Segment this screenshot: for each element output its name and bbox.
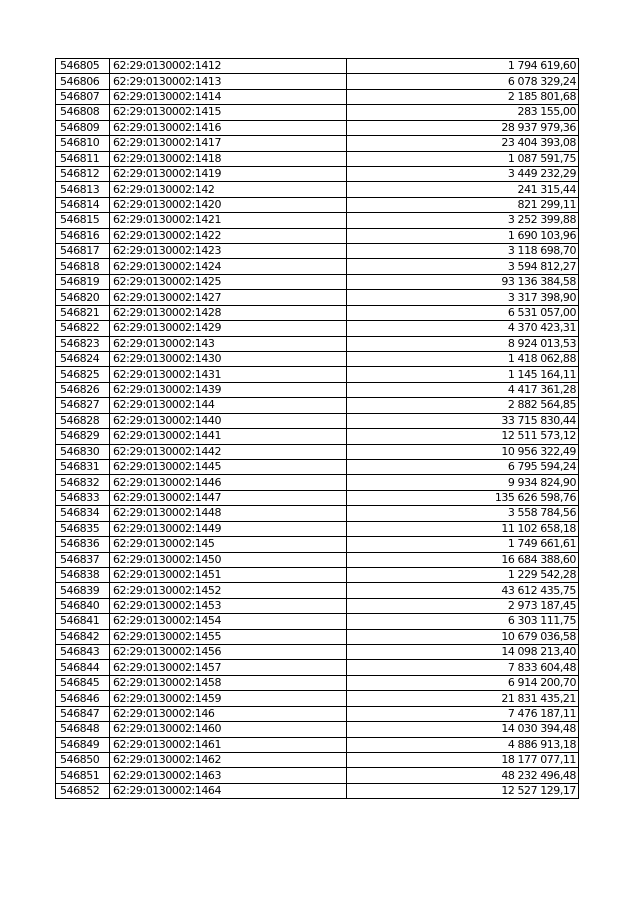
row-number-cell: 546832 (56, 475, 110, 490)
cadastral-number-cell: 62:29:0130002:1416 (110, 120, 347, 135)
cadastral-value-cell: 33 715 830,44 (347, 413, 579, 428)
cadastral-value-cell: 12 511 573,12 (347, 429, 579, 444)
table-row (56, 475, 579, 490)
cadastral-value-cell: 4 417 361,28 (347, 382, 579, 397)
cadastral-number-cell: 62:29:0130002:1421 (110, 213, 347, 228)
cadastral-value-cell: 241 315,44 (347, 182, 579, 197)
table-row (56, 675, 579, 690)
row-number-cell: 546852 (56, 783, 110, 798)
row-number-cell: 546809 (56, 120, 110, 135)
cadastral-number-cell: 62:29:0130002:1412 (110, 59, 347, 74)
cadastral-value-cell: 3 317 398,90 (347, 290, 579, 305)
row-number-cell: 546820 (56, 290, 110, 305)
row-number-cell: 546828 (56, 413, 110, 428)
cadastral-number-cell: 62:29:0130002:1415 (110, 105, 347, 120)
table-row (56, 398, 579, 413)
cadastral-number-cell: 62:29:0130002:146 (110, 706, 347, 721)
row-number-cell: 546846 (56, 691, 110, 706)
cadastral-number-cell: 62:29:0130002:1414 (110, 89, 347, 104)
cadastral-value-cell: 10 679 036,58 (347, 629, 579, 644)
cadastral-number-cell: 62:29:0130002:1462 (110, 752, 347, 767)
row-number-cell: 546812 (56, 166, 110, 181)
row-number-cell: 546841 (56, 614, 110, 629)
cadastral-value-cell: 1 418 062,88 (347, 352, 579, 367)
table-row (56, 228, 579, 243)
cadastral-number-cell: 62:29:0130002:1428 (110, 305, 347, 320)
cadastral-value-cell: 1 087 591,75 (347, 151, 579, 166)
table-row (56, 367, 579, 382)
table-row (56, 274, 579, 289)
cadastral-value-cell: 6 078 329,24 (347, 74, 579, 89)
cadastral-number-cell: 62:29:0130002:1448 (110, 506, 347, 521)
row-number-cell: 546813 (56, 182, 110, 197)
table-row (56, 737, 579, 752)
cadastral-value-cell: 16 684 388,60 (347, 552, 579, 567)
row-number-cell: 546850 (56, 752, 110, 767)
row-number-cell: 546810 (56, 136, 110, 151)
cadastral-value-cell: 3 594 812,27 (347, 259, 579, 274)
table-row (56, 614, 579, 629)
table-row (56, 660, 579, 675)
row-number-cell: 546848 (56, 722, 110, 737)
row-number-cell: 546844 (56, 660, 110, 675)
cadastral-number-cell: 62:29:0130002:1425 (110, 274, 347, 289)
row-number-cell: 546837 (56, 552, 110, 567)
row-number-cell: 546836 (56, 537, 110, 552)
table-row (56, 459, 579, 474)
cadastral-number-cell: 62:29:0130002:144 (110, 398, 347, 413)
table-row (56, 413, 579, 428)
table-row (56, 567, 579, 582)
cadastral-value-cell: 4 370 423,31 (347, 321, 579, 336)
cadastral-number-cell: 62:29:0130002:1460 (110, 722, 347, 737)
row-number-cell: 546823 (56, 336, 110, 351)
row-number-cell: 546847 (56, 706, 110, 721)
cadastral-value-cell: 48 232 496,48 (347, 768, 579, 783)
cadastral-value-cell: 1 229 542,28 (347, 567, 579, 582)
cadastral-number-cell: 62:29:0130002:1447 (110, 490, 347, 505)
table-row (56, 506, 579, 521)
cadastral-number-cell: 62:29:0130002:1423 (110, 244, 347, 259)
table-row (56, 213, 579, 228)
table-row (56, 290, 579, 305)
cadastral-value-cell: 6 914 200,70 (347, 675, 579, 690)
cadastral-number-cell: 62:29:0130002:145 (110, 537, 347, 552)
cadastral-number-cell: 62:29:0130002:1456 (110, 645, 347, 660)
cadastral-value-cell: 3 118 698,70 (347, 244, 579, 259)
table-row (56, 182, 579, 197)
cadastral-value-cell: 6 303 111,75 (347, 614, 579, 629)
cadastral-value-cell: 4 886 913,18 (347, 737, 579, 752)
table-row (56, 691, 579, 706)
row-number-cell: 546824 (56, 352, 110, 367)
cadastral-number-cell: 62:29:0130002:1464 (110, 783, 347, 798)
cadastral-number-cell: 62:29:0130002:1454 (110, 614, 347, 629)
cadastral-value-cell: 2 185 801,68 (347, 89, 579, 104)
cadastral-number-cell: 62:29:0130002:1440 (110, 413, 347, 428)
cadastral-value-cell: 2 973 187,45 (347, 598, 579, 613)
cadastral-value-cell: 6 795 594,24 (347, 459, 579, 474)
cadastral-number-cell: 62:29:0130002:1413 (110, 74, 347, 89)
cadastral-number-cell: 62:29:0130002:1445 (110, 459, 347, 474)
table-row (56, 768, 579, 783)
cadastral-number-cell: 62:29:0130002:1463 (110, 768, 347, 783)
row-number-cell: 546818 (56, 259, 110, 274)
cadastral-number-cell: 62:29:0130002:1449 (110, 521, 347, 536)
row-number-cell: 546805 (56, 59, 110, 74)
cadastral-number-cell: 62:29:0130002:143 (110, 336, 347, 351)
cadastral-number-cell: 62:29:0130002:1439 (110, 382, 347, 397)
table-row (56, 336, 579, 351)
table-row (56, 629, 579, 644)
table-row (56, 490, 579, 505)
row-number-cell: 546829 (56, 429, 110, 444)
table-row (56, 120, 579, 135)
row-number-cell: 546849 (56, 737, 110, 752)
cadastral-value-cell: 2 882 564,85 (347, 398, 579, 413)
cadastral-number-cell: 62:29:0130002:1455 (110, 629, 347, 644)
table-row (56, 197, 579, 212)
cadastral-number-cell: 62:29:0130002:1451 (110, 567, 347, 582)
row-number-cell: 546843 (56, 645, 110, 660)
row-number-cell: 546822 (56, 321, 110, 336)
cadastral-number-cell: 62:29:0130002:1419 (110, 166, 347, 181)
table-row (56, 552, 579, 567)
table-row (56, 583, 579, 598)
row-number-cell: 546807 (56, 89, 110, 104)
table-row (56, 537, 579, 552)
cadastral-value-cell: 18 177 077,11 (347, 752, 579, 767)
cadastral-value-cell: 1 145 164,11 (347, 367, 579, 382)
row-number-cell: 546830 (56, 444, 110, 459)
cadastral-number-cell: 62:29:0130002:1450 (110, 552, 347, 567)
cadastral-value-cell: 283 155,00 (347, 105, 579, 120)
cadastral-value-cell: 8 924 013,53 (347, 336, 579, 351)
cadastral-value-cell: 821 299,11 (347, 197, 579, 212)
row-number-cell: 546821 (56, 305, 110, 320)
table-row (56, 166, 579, 181)
table-row (56, 244, 579, 259)
row-number-cell: 546851 (56, 768, 110, 783)
cadastral-number-cell: 62:29:0130002:1417 (110, 136, 347, 151)
table-row (56, 105, 579, 120)
cadastral-number-cell: 62:29:0130002:142 (110, 182, 347, 197)
table-row (56, 321, 579, 336)
row-number-cell: 546839 (56, 583, 110, 598)
cadastral-value-cell: 135 626 598,76 (347, 490, 579, 505)
row-number-cell: 546827 (56, 398, 110, 413)
cadastral-number-cell: 62:29:0130002:1420 (110, 197, 347, 212)
row-number-cell: 546816 (56, 228, 110, 243)
cadastral-value-cell: 10 956 322,49 (347, 444, 579, 459)
table-row (56, 382, 579, 397)
cadastral-number-cell: 62:29:0130002:1459 (110, 691, 347, 706)
table-row (56, 783, 579, 798)
cadastral-number-cell: 62:29:0130002:1429 (110, 321, 347, 336)
cadastral-value-cell: 3 449 232,29 (347, 166, 579, 181)
table-row (56, 706, 579, 721)
row-number-cell: 546835 (56, 521, 110, 536)
table-row (56, 722, 579, 737)
cadastral-number-cell: 62:29:0130002:1427 (110, 290, 347, 305)
table-row (56, 352, 579, 367)
row-number-cell: 546814 (56, 197, 110, 212)
cadastral-number-cell: 62:29:0130002:1442 (110, 444, 347, 459)
row-number-cell: 546826 (56, 382, 110, 397)
row-number-cell: 546845 (56, 675, 110, 690)
table-row (56, 74, 579, 89)
row-number-cell: 546834 (56, 506, 110, 521)
table-row (56, 444, 579, 459)
row-number-cell: 546833 (56, 490, 110, 505)
table-row (56, 89, 579, 104)
cadastral-value-cell: 1 690 103,96 (347, 228, 579, 243)
row-number-cell: 546819 (56, 274, 110, 289)
cadastral-value-cell: 12 527 129,17 (347, 783, 579, 798)
cadastral-number-cell: 62:29:0130002:1424 (110, 259, 347, 274)
table-row (56, 429, 579, 444)
cadastral-value-cell: 1 794 619,60 (347, 59, 579, 74)
cadastral-value-cell: 28 937 979,36 (347, 120, 579, 135)
table-row (56, 598, 579, 613)
cadastral-value-cell: 9 934 824,90 (347, 475, 579, 490)
row-number-cell: 546817 (56, 244, 110, 259)
table-row (56, 151, 579, 166)
table-row (56, 59, 579, 74)
cadastral-value-cell: 11 102 658,18 (347, 521, 579, 536)
table-row (56, 305, 579, 320)
cadastral-number-cell: 62:29:0130002:1422 (110, 228, 347, 243)
cadastral-value-cell: 21 831 435,21 (347, 691, 579, 706)
cadastral-value-cell: 1 749 661,61 (347, 537, 579, 552)
cadastral-value-cell: 14 030 394,48 (347, 722, 579, 737)
cadastral-value-cell: 43 612 435,75 (347, 583, 579, 598)
row-number-cell: 546815 (56, 213, 110, 228)
cadastral-value-cell: 7 476 187,11 (347, 706, 579, 721)
row-number-cell: 546842 (56, 629, 110, 644)
cadastral-number-cell: 62:29:0130002:1418 (110, 151, 347, 166)
cadastral-number-cell: 62:29:0130002:1430 (110, 352, 347, 367)
row-number-cell: 546811 (56, 151, 110, 166)
cadastral-value-cell: 3 558 784,56 (347, 506, 579, 521)
row-number-cell: 546825 (56, 367, 110, 382)
row-number-cell: 546808 (56, 105, 110, 120)
cadastral-value-cell: 14 098 213,40 (347, 645, 579, 660)
row-number-cell: 546831 (56, 459, 110, 474)
table-body (56, 59, 579, 799)
table-row (56, 259, 579, 274)
cadastral-number-cell: 62:29:0130002:1441 (110, 429, 347, 444)
row-number-cell: 546838 (56, 567, 110, 582)
cadastral-value-cell: 93 136 384,58 (347, 274, 579, 289)
table-row (56, 645, 579, 660)
cadastral-number-cell: 62:29:0130002:1452 (110, 583, 347, 598)
cadastral-number-cell: 62:29:0130002:1458 (110, 675, 347, 690)
cadastral-number-cell: 62:29:0130002:1457 (110, 660, 347, 675)
cadastral-value-cell: 6 531 057,00 (347, 305, 579, 320)
row-number-cell: 546840 (56, 598, 110, 613)
table-row (56, 752, 579, 767)
cadastral-value-cell: 7 833 604,48 (347, 660, 579, 675)
row-number-cell: 546806 (56, 74, 110, 89)
cadastral-number-cell: 62:29:0130002:1446 (110, 475, 347, 490)
cadastral-value-cell: 23 404 393,08 (347, 136, 579, 151)
cadastral-value-cell: 3 252 399,88 (347, 213, 579, 228)
table-row (56, 136, 579, 151)
cadastral-number-cell: 62:29:0130002:1461 (110, 737, 347, 752)
cadastral-number-cell: 62:29:0130002:1453 (110, 598, 347, 613)
cadastral-number-cell: 62:29:0130002:1431 (110, 367, 347, 382)
cadastral-value-table (55, 58, 579, 799)
table-row (56, 521, 579, 536)
